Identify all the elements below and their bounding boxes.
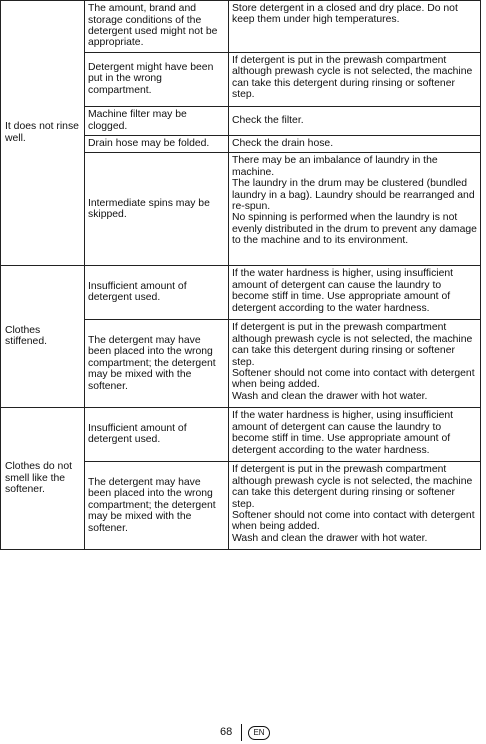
problem-cell: It does not rinse well.: [1, 1, 85, 266]
cause-cell: Machine filter may be clogged.: [85, 107, 229, 136]
remedy-line: Check the filter.: [232, 114, 304, 126]
remedy-cell: [229, 136, 481, 153]
problem-cell: Clothes stiffened.: [1, 266, 85, 408]
remedy-line: If detergent is put in the prewash compartment although prewash cycle is not selected, the machine can take this detergent during rinsing or softener step.: [232, 464, 473, 510]
table-row: [1, 408, 481, 462]
remedy-cell: [229, 1, 481, 53]
problem-cell: Clothes do not smell like the softener.: [1, 408, 85, 550]
remedy-cell: [229, 462, 481, 550]
remedy-cell: [229, 53, 481, 107]
cause-cell: Insufficient amount of detergent used.: [85, 408, 229, 462]
page-number: 68: [220, 726, 233, 738]
remedy-line: If detergent is put in the prewash compartment although prewash cycle is not selected, the machine can take this detergent during rinsing or softener step.: [232, 322, 473, 368]
remedy-cell: [229, 408, 481, 462]
remedy-line: Softener should not come into contact with detergent when being added.: [232, 510, 475, 533]
remedy-line: No spinning is performed when the laundry is not evenly distributed in the drum to prevent any damage to the machine and to its environment.: [232, 212, 477, 247]
remedy-line: There may be an imbalance of laundry in the machine.: [232, 155, 438, 178]
remedy-line: Check the drain hose.: [232, 138, 334, 149]
language-badge: EN: [248, 726, 270, 740]
table-row: [1, 1, 481, 53]
cause-cell: Detergent might have been put in the wrong compartment.: [85, 53, 229, 107]
cause-cell: Drain hose may be folded.: [85, 136, 229, 153]
page-footer: [0, 724, 486, 742]
remedy-line: Wash and clean the drawer with hot water.: [232, 532, 428, 544]
remedy-cell: [229, 153, 481, 266]
cause-cell: The detergent may have been placed into the wrong compartment; the detergent may be mixed with the softener.: [85, 320, 229, 408]
remedy-line: If the water hardness is higher, using insufficient amount of detergent can cause the laundry to become stiff in time. Use appropriate amount of detergent according to the water hardness.: [232, 268, 454, 314]
remedy-cell: [229, 266, 481, 320]
remedy-line: The laundry in the drum may be clustered (bundled laundry in a bag). Laundry should be rearranged and re-spun.: [232, 178, 475, 213]
cause-cell: Intermediate spins may be skipped.: [85, 153, 229, 266]
remedy-line: If the water hardness is higher, using insufficient amount of detergent can cause the laundry to become stiff in time. Use appropriate amount of detergent according to the water hardness.: [232, 410, 454, 456]
remedy-cell: [229, 320, 481, 408]
remedy-cell: [229, 107, 481, 136]
cause-cell: The detergent may have been placed into the wrong compartment; the detergent may be mixed with the softener.: [85, 462, 229, 550]
table-row: [1, 266, 481, 320]
remedy-line: Softener should not come into contact with detergent when being added.: [232, 368, 475, 391]
footer-divider: [241, 724, 242, 741]
remedy-line: Store detergent in a closed and dry place. Do not keep them under high temperatures.: [232, 3, 458, 26]
remedy-line: If detergent is put in the prewash compartment although prewash cycle is not selected, the machine can take this detergent during rinsing or softener step.: [232, 55, 473, 101]
cause-cell: The amount, brand and storage conditions of the detergent used might not be appropriate.: [85, 1, 229, 53]
cause-cell: Insufficient amount of detergent used.: [85, 266, 229, 320]
remedy-line: Wash and clean the drawer with hot water.: [232, 390, 428, 402]
